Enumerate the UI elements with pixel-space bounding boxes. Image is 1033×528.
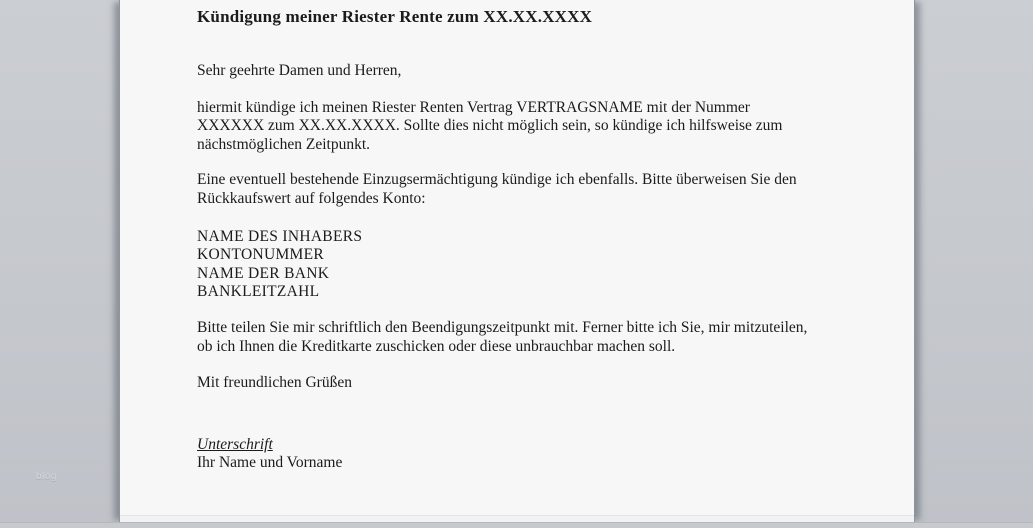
paragraph-line: nächstmöglichen Zeitpunkt. <box>197 135 371 153</box>
paragraph-line: Eine eventuell bestehende Einzugsermächtigung kündige ich ebenfalls. Bitte überweisen Sie den <box>197 171 797 189</box>
letter-salutation: Sehr geehrte Damen und Herren, <box>197 62 402 79</box>
page-bottom-margin <box>120 515 914 522</box>
paragraph-line: hiermit kündige ich meinen Riester Renten Vertrag VERTRAGSNAME mit der Nummer <box>197 98 750 116</box>
paragraph-line: ob ich Ihnen die Kreditkarte zuschicken oder diese unbrauchbar machen soll. <box>197 337 676 355</box>
paragraph-direct-debit <box>197 171 877 208</box>
paragraph-contract-cancellation <box>197 99 877 155</box>
background-watermark-text: blog <box>36 471 57 482</box>
account-holder-placeholder: NAME DES INHABERS <box>197 227 363 245</box>
letter-closing: Mit freundlichen Grüßen <box>197 374 352 392</box>
paragraph-line: XXXXXX zum XX.XX.XXXX. Sollte dies nicht möglich sein, so kündige ich hilfsweise zum <box>197 117 783 135</box>
bank-name-placeholder: NAME DER BANK <box>197 264 330 282</box>
letter-title: Kündigung meiner Riester Rente zum XX.XX.XXXX <box>197 7 593 26</box>
account-number-placeholder: KONTONUMMER <box>197 246 325 264</box>
letter-content <box>197 0 877 473</box>
document-page <box>119 0 915 522</box>
signature-label: Unterschrift <box>197 435 273 453</box>
paragraph-line: Rückkaufswert auf folgendes Konto: <box>197 189 426 207</box>
bank-account-details <box>197 228 877 302</box>
window-bottom-edge <box>0 522 1033 528</box>
signature-name: Ihr Name und Vorname <box>197 454 343 472</box>
bank-code-placeholder: BANKLEITZAHL <box>197 283 320 301</box>
paragraph-line: Bitte teilen Sie mir schriftlich den Beendigungszeitpunkt mit. Ferner bitte ich Sie, mir mitzuteilen, <box>197 318 808 336</box>
paragraph-confirmation-request <box>197 319 877 356</box>
signature-block <box>197 436 877 473</box>
